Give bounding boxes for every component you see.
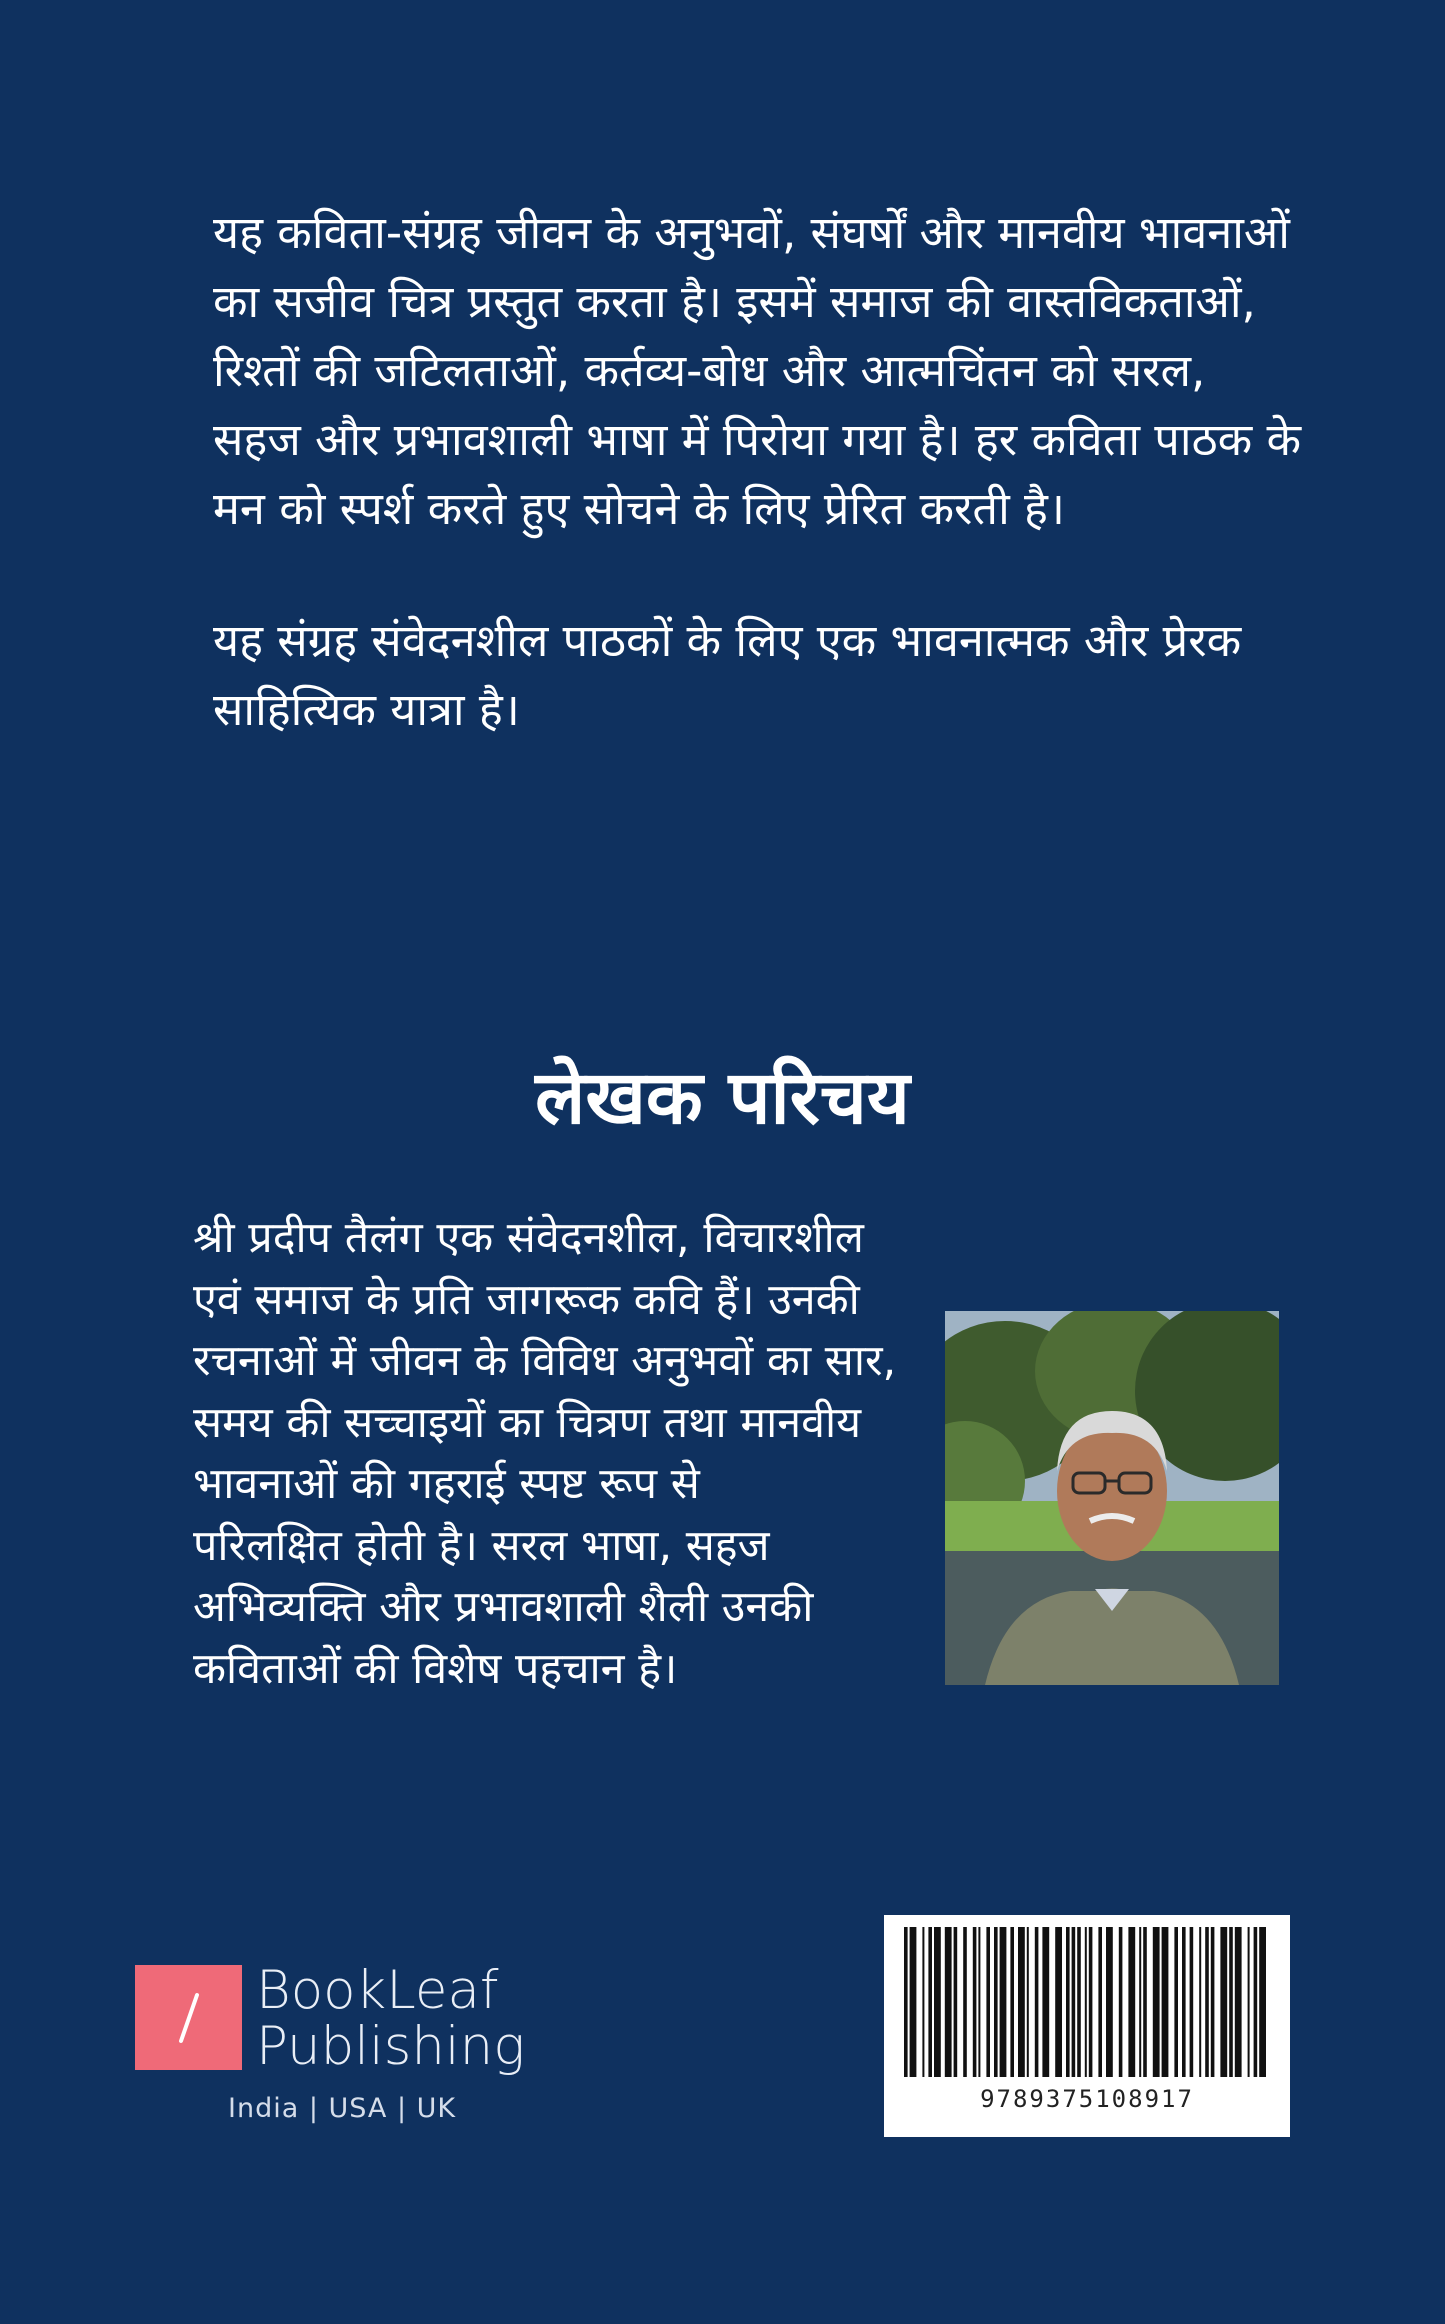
barcode-bar	[1035, 1927, 1039, 2077]
bio-line: अभिव्यक्ति और प्रभावशाली शैली उनकी	[193, 1582, 814, 1632]
barcode-bar	[934, 1927, 941, 2077]
barcode-bar	[1211, 1927, 1215, 2077]
barcode-bar	[1235, 1927, 1242, 2077]
barcode-bar	[1220, 1927, 1227, 2077]
barcode-bar	[1000, 1927, 1007, 2077]
barcode-bar	[1182, 1927, 1186, 2077]
blurb-closing-paragraph	[213, 606, 1323, 744]
barcode-bar	[978, 1927, 980, 2077]
barcode-bar	[1042, 1927, 1049, 2077]
barcode-bar	[1128, 1927, 1135, 2077]
barcode-bar	[1254, 1927, 1258, 2077]
barcode-bar	[1055, 1927, 1062, 2077]
publisher-regions: India | USA | UK	[228, 2093, 457, 2124]
isbn-barcode	[884, 1915, 1290, 2137]
barcode-bar	[1010, 1927, 1014, 2077]
blurb-line: यह कविता-संग्रह जीवन के अनुभवों, संघर्षों और मानवीय भावनाओं	[213, 206, 1290, 259]
barcode-bar	[1162, 1927, 1169, 2077]
barcode-bar	[1106, 1927, 1113, 2077]
bio-line: कविताओं की विशेष पहचान है।	[193, 1643, 678, 1694]
barcode-bar	[922, 1927, 924, 2077]
barcode-bar	[928, 1927, 932, 2077]
barcode-bar	[1259, 1927, 1266, 2077]
barcode-bar	[1153, 1927, 1160, 2077]
blurb-line: यह संग्रह संवेदनशील पाठकों के लिए एक भावनात्मक और प्रेरक	[213, 614, 1242, 667]
blurb-line: का सजीव चित्र प्रस्तुत करता है। इसमें समाज की वास्तविकताओं,	[213, 275, 1256, 328]
barcode-bar	[1248, 1927, 1250, 2077]
publisher-logo	[135, 1962, 555, 2142]
barcode-bar	[945, 1927, 952, 2077]
publisher-name-line2: Publishing	[256, 2016, 526, 2077]
barcode-bar	[1139, 1927, 1141, 2077]
barcode-bar	[910, 1927, 917, 2077]
bio-line: एवं समाज के प्रति जागरूक कवि हैं। उनकी	[193, 1274, 860, 1325]
barcode-bar	[973, 1927, 977, 2077]
author-photo-illustration	[945, 1311, 1279, 1685]
barcode-bar	[986, 1927, 990, 2077]
barcode-bar	[1199, 1927, 1201, 2077]
author-bio	[193, 1208, 943, 1700]
blurb-paragraph	[213, 198, 1323, 543]
author-photo	[945, 1311, 1279, 1685]
barcode-bar	[1018, 1927, 1025, 2077]
barcode-bar	[904, 1927, 908, 2077]
author-heading: लेखक परिचय	[535, 1055, 910, 1141]
barcode-bar	[1143, 1927, 1147, 2077]
barcode-bar	[1229, 1927, 1233, 2077]
barcode-bar	[954, 1927, 958, 2077]
blurb-line: साहित्यिक यात्रा है।	[213, 683, 520, 736]
barcode-bar	[1119, 1927, 1123, 2077]
barcode-bar	[1066, 1927, 1070, 2077]
barcode-bar	[1027, 1927, 1029, 2077]
barcode-bar	[1089, 1927, 1093, 2077]
barcode-bar	[1174, 1927, 1178, 2077]
bio-line: परिलक्षित होती है। सरल भाषा, सहज	[193, 1520, 770, 1571]
barcode-bar	[1085, 1927, 1087, 2077]
barcode-bar	[1072, 1927, 1076, 2077]
bio-line: समय की सच्चाइयों का चित्रण तथा मानवीय	[193, 1397, 862, 1448]
blurb-line: सहज और प्रभावशाली भाषा में पिरोया गया है। हर कविता पाठक के	[213, 413, 1302, 466]
barcode-bar	[1205, 1927, 1209, 2077]
blurb-line: मन को स्पर्श करते हुए सोचने के लिए प्रेरित करती है।	[213, 482, 1065, 535]
blurb-line: रिश्तों की जटिलताओं, कर्तव्य-बोध और आत्मचिंतन को सरल,	[213, 344, 1206, 397]
barcode-bar	[1077, 1927, 1081, 2077]
barcode-bar	[994, 1927, 998, 2077]
publisher-name-line1: BookLeaf	[256, 1960, 499, 2021]
bio-line: रचनाओं में जीवन के विविध अनुभवों का सार,	[193, 1336, 897, 1386]
barcode-bar	[963, 1927, 967, 2077]
publisher-mark-icon	[135, 1965, 242, 2070]
barcode-bar	[1190, 1927, 1194, 2077]
isbn-number: 9789375108917	[980, 2085, 1194, 2113]
bio-line: श्री प्रदीप तैलंग एक संवेदनशील, विचारशील	[193, 1213, 864, 1263]
barcode-bar	[1098, 1927, 1102, 2077]
bio-line: भावनाओं की गहराई स्पष्ट रूप से	[193, 1459, 700, 1509]
